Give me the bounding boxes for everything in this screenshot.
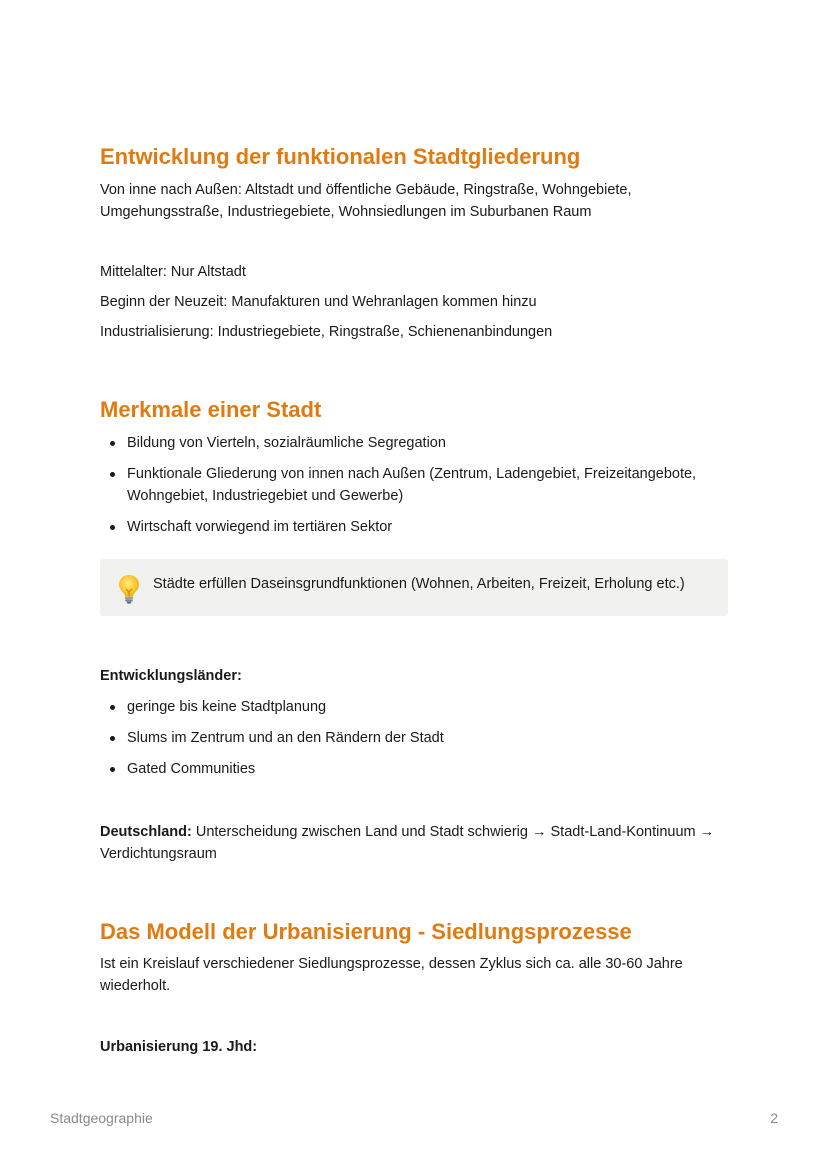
deutschland-text: Unterscheidung zwischen Land und Stadt schwierig → Stadt-Land-Kontinuum → Verdichtungsraum [100,824,715,862]
list-item: Funktionale Gliederung von innen nach Außen (Zentrum, Ladengebiet, Freizeitangebote, Wohngebiet, Industriegebiet und Gewerbe) [100,463,728,507]
footer-title: Stadtgeographie [50,1110,153,1126]
label-deutschland: Deutschland: [100,824,192,840]
heading-merkmale: Merkmale einer Stadt [100,397,322,422]
line-industrialisierung: Industrialisierung: Industriegebiete, Ringstraße, Schienenanbindungen [100,324,553,340]
page-number: 2 [770,1110,778,1126]
paragraph-stadtgliederung-intro: Von inne nach Außen: Altstadt und öffentliche Gebäude, Ringstraße, Wohngebiete, Umgehungsstraße, Industriegebiete, Wohnsiedlungen im Suburbanen Raum [100,182,632,220]
lightbulb-icon [116,573,142,605]
line-mittelalter: Mittelalter: Nur Altstadt [100,264,246,280]
list-item: Wirtschaft vorwiegend im tertiären Sektor [100,516,728,538]
list-item: Slums im Zentrum und an den Rändern der Stadt [100,727,728,749]
entwicklungslaender-list [100,696,728,789]
callout-box [100,559,728,616]
line-neuzeit: Beginn der Neuzeit: Manufakturen und Wehranlagen kommen hinzu [100,294,537,310]
paragraph-deutschland [100,821,728,865]
paragraph-urbanisierung-intro: Ist ein Kreislauf verschiedener Siedlungsprozesse, dessen Zyklus sich ca. alle 30-60 Jahre wiederholt. [100,956,683,994]
label-entwicklungslaender: Entwicklungsländer: [100,668,242,684]
heading-stadtgliederung: Entwicklung der funktionalen Stadtgliederung [100,144,581,169]
label-urbanisierung-19-jhd: Urbanisierung 19. Jhd: [100,1039,258,1055]
heading-urbanisierung: Das Modell der Urbanisierung - Siedlungsprozesse [100,919,632,944]
list-item: Bildung von Vierteln, sozialräumliche Segregation [100,432,728,454]
list-item: Gated Communities [100,758,728,780]
merkmale-list [100,432,728,547]
list-item: geringe bis keine Stadtplanung [100,696,728,718]
callout-text: Städte erfüllen Daseinsgrundfunktionen (Wohnen, Arbeiten, Freizeit, Erholung etc.) [153,576,685,592]
